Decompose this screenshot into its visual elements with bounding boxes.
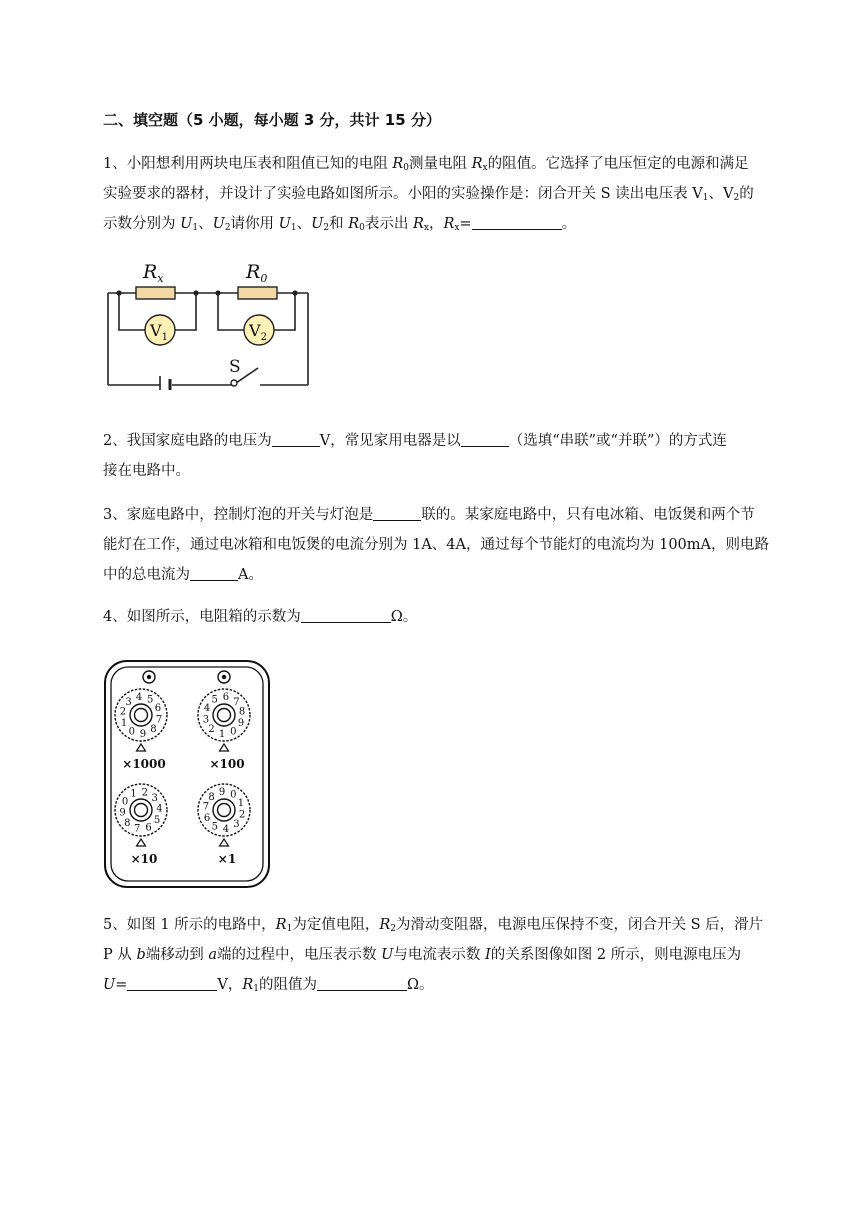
- dial-digit: 4: [203, 703, 211, 714]
- question-1: [103, 149, 803, 239]
- q5-line-1: 5、如图 1 所示的电路中，$R_1$为定值电阻，$R_2$为滑动变阻器，电源电压保持不变，闭合开关 S 后，滑片: [103, 917, 764, 934]
- dial-multiplier-label: ×100: [209, 757, 245, 771]
- q3-line-1: 3、家庭电路中，控制灯泡的开关与灯泡是 联的。某家庭电路中，只有电冰箱、电饭煲和两个节: [103, 507, 755, 523]
- v1-label: $V_1$: [150, 321, 168, 343]
- dial-digit: 1: [130, 788, 137, 800]
- question-3: [103, 500, 803, 590]
- dial-digit: 0: [230, 789, 237, 801]
- dial-digit: 3: [151, 793, 158, 805]
- dial-multiplier-label: ×10: [130, 852, 158, 866]
- dial-digit: 5: [211, 821, 218, 833]
- dial-digit: 8: [208, 791, 215, 803]
- terminal-knob: [143, 671, 155, 683]
- answer-blank[interactable]: [472, 215, 562, 230]
- switch-label: S: [229, 357, 241, 377]
- dial-digit: 6: [145, 822, 152, 834]
- q1-line-3: 示数分别为 $U_1$、$U_2$请你用 $U_1$、$U_2$和 $R_0$表示出 $R_x$，$R_x=$ 。: [103, 216, 577, 233]
- question-5: [103, 910, 803, 1000]
- dial-digit: 7: [134, 823, 141, 835]
- dial-digit: 9: [139, 728, 147, 740]
- dial-digit: 4: [222, 823, 230, 835]
- dial-digit: 2: [238, 809, 246, 821]
- answer-blank[interactable]: [190, 566, 238, 581]
- q2-line-2: 接在电路中。: [103, 463, 190, 479]
- answer-blank[interactable]: [373, 506, 421, 521]
- q5-line-2: P 从 b端移动到 a端的过程中，电压表示数 U与电流表示数 I的关系图像如图 2 所示，则电源电压为: [103, 947, 742, 963]
- dial-digit: 3: [125, 696, 132, 708]
- dial-digit: 5: [147, 694, 154, 706]
- dial-digit: 2: [141, 787, 148, 799]
- dial-digit: 9: [218, 787, 226, 799]
- resistor-r0: [238, 287, 277, 299]
- dial-digit: 8: [150, 724, 157, 736]
- rx-label: $R_x$: [143, 261, 164, 285]
- switch-contact: [231, 380, 237, 386]
- terminal-knob: [218, 671, 230, 683]
- dial-digit: 6: [203, 813, 211, 824]
- question-4: [103, 602, 803, 632]
- dial-digit: 3: [202, 714, 210, 726]
- dial-digit: 6: [222, 692, 230, 704]
- r0-label: $R_0$: [246, 261, 268, 285]
- dial-digit: 7: [233, 696, 240, 708]
- dial-digit: 7: [155, 714, 163, 726]
- circuit-diagram: [100, 252, 316, 390]
- dial-digit: 2: [119, 706, 127, 718]
- v2-label: $V_2$: [249, 321, 267, 343]
- dial-digit: 7: [202, 801, 210, 813]
- dial-digit: 0: [230, 726, 237, 738]
- dial-digit: 4: [156, 803, 163, 815]
- answer-blank[interactable]: [272, 432, 320, 447]
- answer-blank[interactable]: [461, 432, 509, 447]
- answer-blank[interactable]: [317, 976, 407, 991]
- section-title: 二、填空题（5 小题，每小题 3 分，共计 15 分）: [103, 111, 441, 129]
- dial-digit: 9: [237, 718, 245, 729]
- answer-blank[interactable]: [127, 976, 217, 991]
- battery: [160, 376, 170, 390]
- question-2: [103, 426, 803, 486]
- q2-line-1: 2、我国家庭电路的电压为 V，常见家用电器是以 （选填“串联”或“并联”）的方式连: [103, 433, 727, 449]
- q1-line-2: 实验要求的器材，并设计了实验电路如图所示。小阳的实验操作是：闭合开关 S 读出电压表 $V_1$、$V_2$的: [103, 186, 754, 203]
- dial-digit: 4: [135, 692, 143, 704]
- dial-digit: 5: [211, 694, 218, 706]
- dial-multiplier-label: ×1000: [122, 757, 166, 771]
- resistor-rx: [136, 287, 175, 299]
- dial-digit: 1: [218, 728, 226, 740]
- answer-blank[interactable]: [301, 608, 391, 623]
- dial-digit: 2: [208, 724, 215, 736]
- dial-digit: 0: [128, 726, 135, 738]
- resistor-dial[interactable]: [115, 689, 167, 771]
- q3-line-2: 能灯在工作，通过电冰箱和电饭煲的电流分别为 1A、4A，通过每个节能灯的电流均为 100mA，则电路: [103, 537, 770, 553]
- q5-line-3: U= V，$R_1$的阻值为 Ω。: [103, 977, 434, 994]
- dial-digit: 5: [153, 814, 161, 826]
- dial-digit: 8: [124, 817, 131, 829]
- dial-digit: 9: [119, 807, 126, 819]
- dial-digit: 0: [121, 796, 129, 808]
- dial-multiplier-label: ×1: [217, 852, 237, 866]
- dial-digit: 8: [238, 706, 246, 718]
- dial-digit: 1: [237, 798, 245, 809]
- resistor-box-diagram: [104, 660, 270, 888]
- dial-digit: 3: [233, 819, 240, 831]
- dial-digit: 1: [120, 718, 128, 729]
- q4-line-1: 4、如图所示，电阻箱的示数为 Ω。: [103, 609, 418, 625]
- dial-digit: 6: [154, 703, 162, 714]
- q1-line-1: 1、小阳想利用两块电压表和阻值已知的电阻 $R_0$测量电阻 $R_x$的阻值。它选择了电压恒定的电源和满足: [103, 156, 749, 173]
- q3-line-3: 中的总电流为 A。: [103, 567, 263, 583]
